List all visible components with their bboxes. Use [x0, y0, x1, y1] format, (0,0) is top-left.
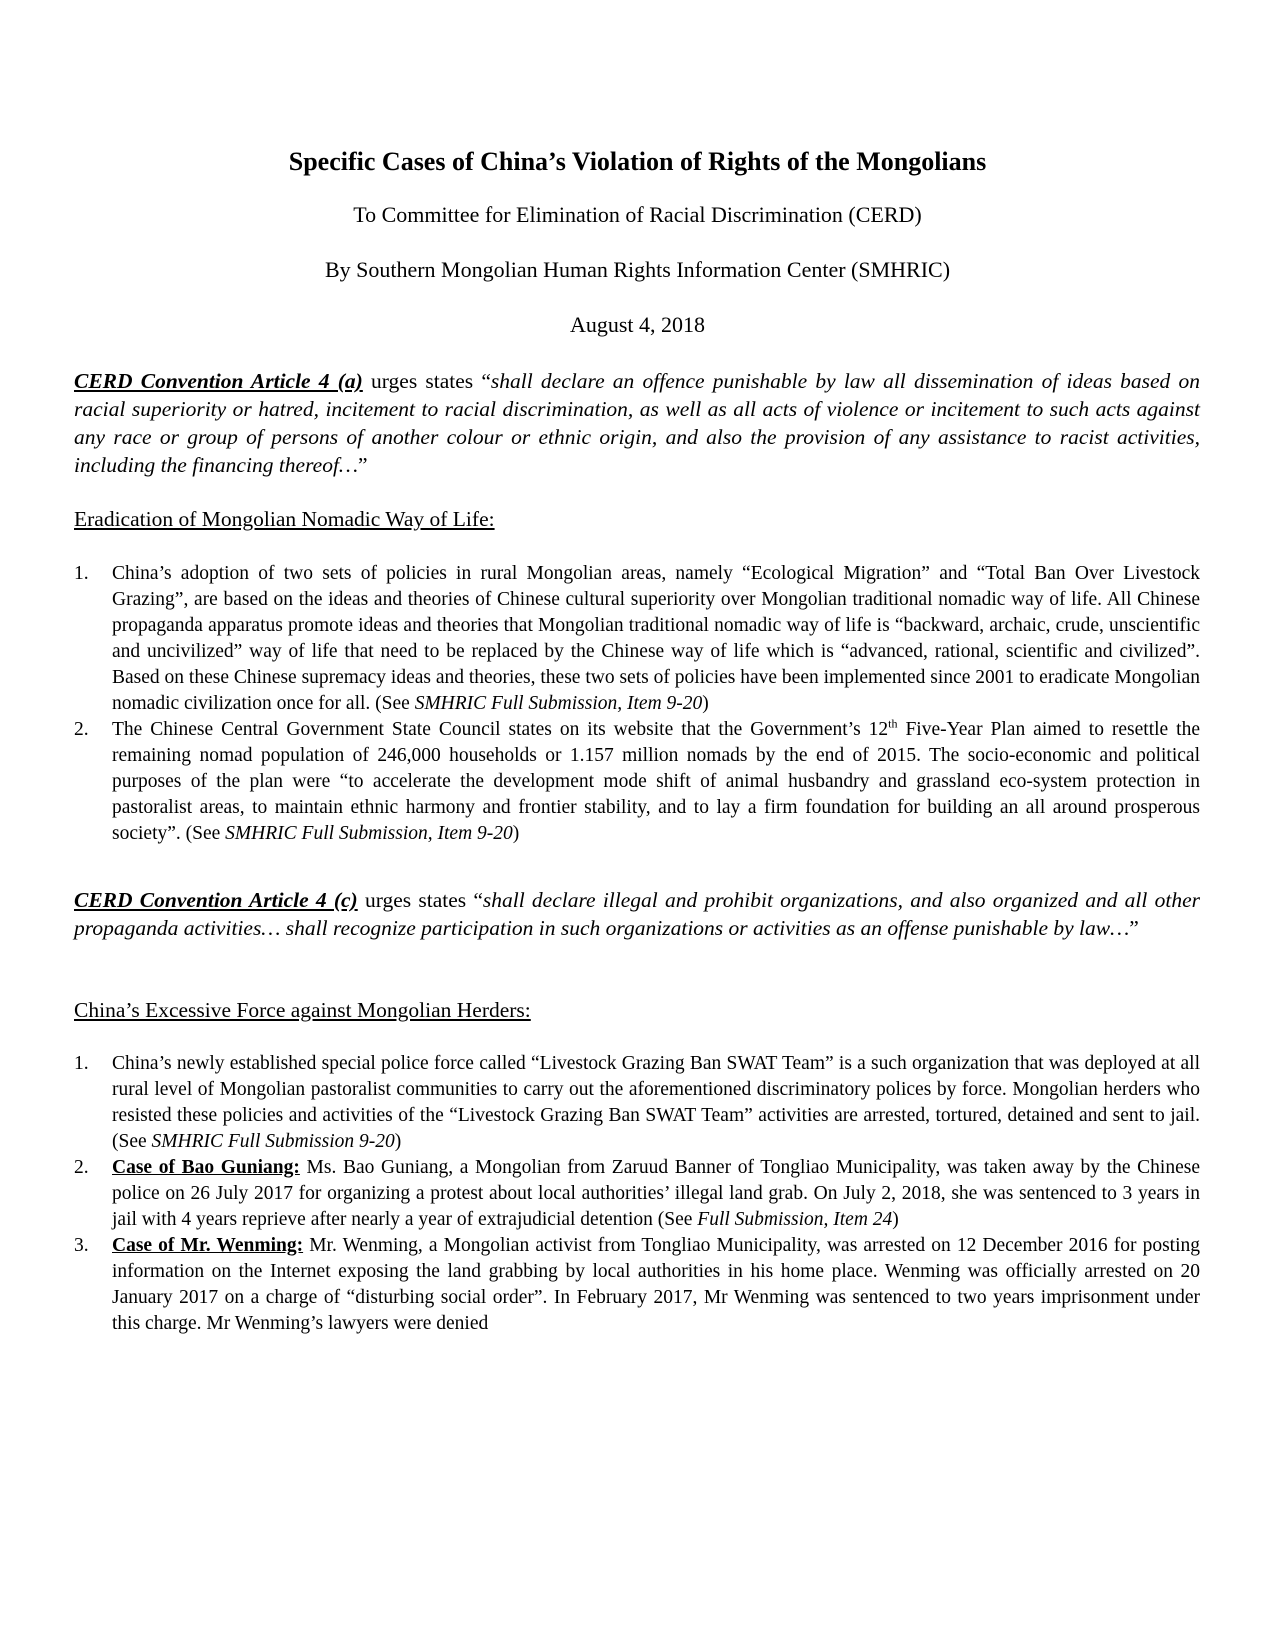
item-text-continued: Five-Year Plan aimed to resettle the remaining nomad population of 246,000 households or 1.157 million nomads by the end of 2015. The socio-economic and political purposes of the plan were “to accelerate the development mode shift of animal husbandry and grassland eco-system protection in pastoralist areas, to maintain ethnic harmony and frontier stability, and to lay a firm foundation for building an all around prosperous society”. (See: [112, 719, 1200, 844]
list-item: [74, 1233, 1200, 1337]
list-number: 1.: [74, 563, 89, 584]
recipient-line: To Committee for Elimination of Racial Discrimination (CERD): [353, 202, 922, 227]
article-4c-close: ”: [1129, 916, 1139, 940]
section-heading-eradication: Eradication of Mongolian Nomadic Way of Life:: [74, 507, 495, 531]
item-text: Mr. Wenming, a Mongolian activist from Tongliao Municipality, was arrested on 12 December 2016 for posting information on the Internet exposing the land grabbing by local authorities in his home place. Wenming was officially arrested on 20 January 2017 on a charge of “disturbing social order”. In February 2017, Mr Wenming was sentenced to two years imprisonment under this charge. Mr Wenming’s lawyers were denied: [112, 1235, 1200, 1334]
item-citation: SMHRIC Full Submission, Item 9-20: [414, 693, 703, 714]
superscript: th: [888, 716, 898, 731]
article-4a-close: ”: [358, 453, 368, 477]
item-text: China’s newly established special police force called “Livestock Grazing Ban SWAT Team” is a such organization that was deployed at all rural level of Mongolian pastoralist communities to carry out the aforementioned discriminatory polices by force. Mongolian herders who resisted these policies and activities of the “Livestock Grazing Ban SWAT Team” activities are arrested, tortured, detained and sent to jail. (See: [112, 1053, 1200, 1152]
item-end: ): [512, 823, 520, 844]
article-4c-reference: CERD Convention Article 4 (c): [74, 888, 358, 912]
section-heading-excessive-force: China’s Excessive Force against Mongolian Herders:: [74, 998, 531, 1022]
list-number: 2.: [74, 719, 89, 740]
list-item: [74, 717, 1200, 847]
item-citation: Full Submission, Item 24: [697, 1209, 893, 1230]
item-text: Ms. Bao Guniang, a Mongolian from Zaruud Banner of Tongliao Municipality, was taken away by the Chinese police on 26 July 2017 for organizing a protest about local authorities’ illegal land grab. On July 2, 2018, she was sentenced to 3 years in jail with 4 years reprieve after nearly a year of extrajudicial detention (See: [112, 1157, 1200, 1230]
article-4a-reference: CERD Convention Article 4 (a): [74, 369, 363, 393]
list-number: 2.: [74, 1157, 89, 1178]
article-4c-quote: shall declare illegal and prohibit organizations, and also organized and all other propaganda activities… shall recognize participation in such organizations or activities as an offense punishable by law…: [74, 888, 1200, 940]
date-line: August 4, 2018: [569, 312, 706, 337]
item-citation: SMHRIC Full Submission, Item 9-20: [225, 823, 513, 844]
case-title: Case of Bao Guniang:: [112, 1157, 300, 1178]
list-number: 1.: [74, 1053, 89, 1074]
article-4c-verb: urges states “: [357, 888, 483, 912]
article-4a-verb: urges states “: [362, 369, 491, 393]
item-citation: SMHRIC Full Submission 9-20: [151, 1131, 395, 1152]
article-4a-quote: shall declare an offence punishable by law all dissemination of ideas based on racial superiority or hatred, incitement to racial discrimination, as well as all acts of violence or incitement to such acts against any race or group of persons of another colour or ethnic origin, and also the provision of any assistance to racist activities, including the financing thereof…: [74, 369, 1200, 477]
article-4c-paragraph: [74, 886, 1200, 942]
eradication-list: [74, 561, 1200, 847]
list-item: [74, 1051, 1200, 1155]
article-4a-paragraph: [74, 367, 1200, 479]
item-end: ): [892, 1209, 899, 1230]
item-text: China’s adoption of two sets of policies in rural Mongolian areas, namely “Ecological Migration” and “Total Ban Over Livestock Grazing”, are based on the ideas and theories of Chinese cultural superiority over Mongolian traditional nomadic way of life. All Chinese propaganda apparatus promote ideas and theories that Mongolian traditional nomadic way of life is “backward, archaic, crude, unscientific and uncivilized” way of life that need to be replaced by the Chinese way of life which is “advanced, rational, scientific and civilized”. Based on these Chinese supremacy ideas and theories, these two sets of policies have been implemented since 2001 to eradicate Mongolian nomadic civilization once for all. (See: [112, 563, 1200, 714]
author-line: By Southern Mongolian Human Rights Information Center (SMHRIC): [324, 257, 951, 282]
list-number: 3.: [74, 1235, 89, 1256]
list-item: [74, 561, 1200, 717]
document-title: Specific Cases of China’s Violation of Rights of the Mongolians: [288, 147, 987, 176]
item-end: ): [702, 693, 709, 714]
list-item: [74, 1155, 1200, 1233]
item-text: The Chinese Central Government State Council states on its website that the Government’s 12: [112, 719, 889, 740]
excessive-force-list: [74, 1051, 1200, 1337]
item-end: ): [394, 1131, 402, 1152]
case-title: Case of Mr. Wenming:: [112, 1235, 304, 1256]
